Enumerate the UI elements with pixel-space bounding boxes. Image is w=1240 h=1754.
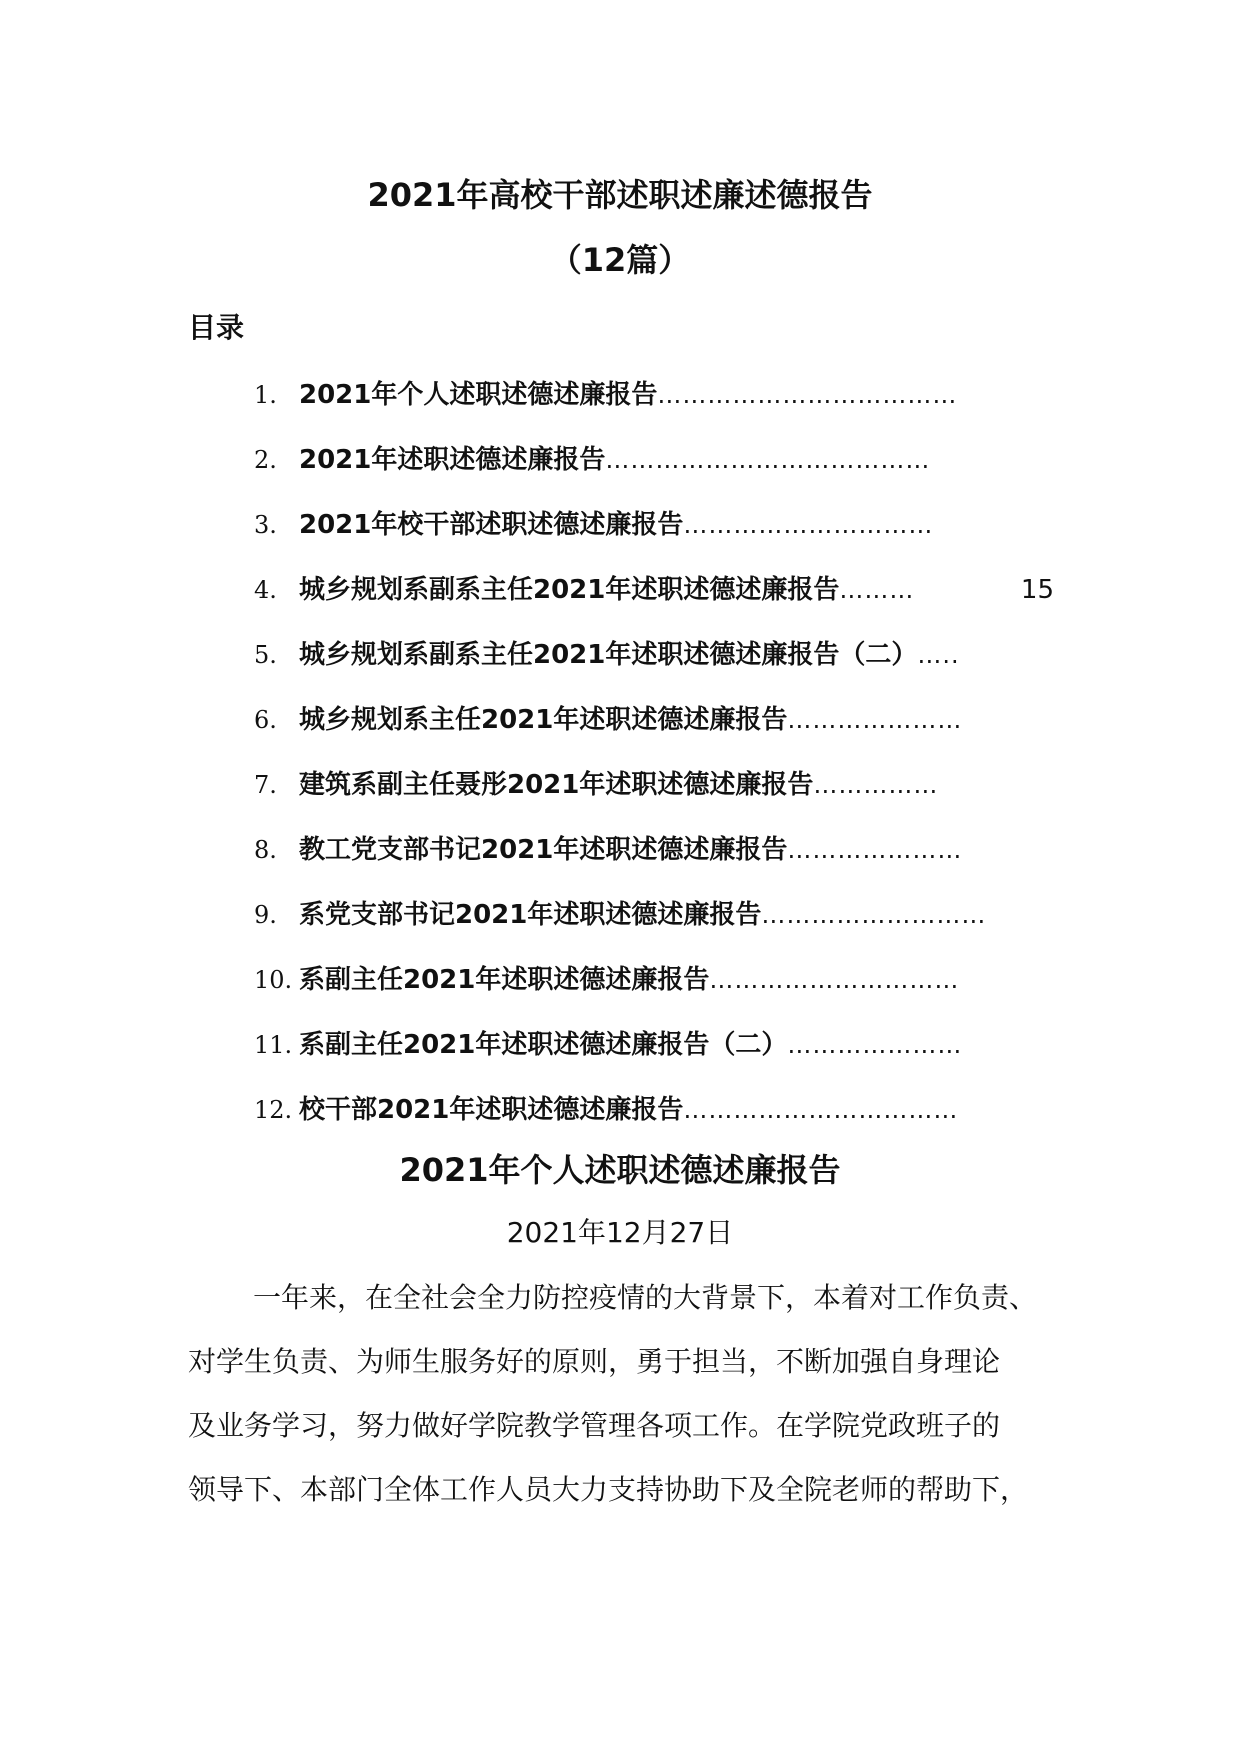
toc-entry-text: 2021年述职述德述廉报告 xyxy=(299,445,606,475)
toc-item-10[interactable] xyxy=(254,960,1054,1025)
body-line: 及业务学习，努力做好学院教学管理各项工作。在学院党政班子的 xyxy=(188,1409,1001,1442)
toc-leader: ……………………… xyxy=(761,901,987,929)
toc-item-4[interactable] xyxy=(254,570,1054,635)
toc-entry-text: 建筑系副主任聂彤2021年述职述德述廉报告 xyxy=(299,770,814,800)
body-line: 对学生负责、为师生服务好的原则，勇于担当，不断加强自身理论 xyxy=(188,1345,1001,1378)
toc-heading: 目录 xyxy=(188,311,245,344)
toc-item-7[interactable] xyxy=(254,765,1054,830)
toc-leader: ………………… xyxy=(787,1031,963,1059)
toc-number: 12. xyxy=(254,1096,293,1124)
toc-leader: ………………… xyxy=(787,706,963,734)
toc-number: 6. xyxy=(254,706,277,734)
body-line: 领导下、本部门全体工作人员大力支持协助下及全院老师的帮助下， xyxy=(188,1473,1029,1506)
document-subtitle: （12篇） xyxy=(549,241,691,279)
toc-item-3[interactable] xyxy=(254,505,1054,570)
toc-item-2[interactable] xyxy=(254,440,1054,505)
toc-entry-text: 校干部2021年述职述德述廉报告 xyxy=(299,1095,684,1125)
toc-leader: …………………………… xyxy=(683,1096,959,1124)
toc-item-9[interactable] xyxy=(254,895,1054,960)
toc-entry-text: 系党支部书记2021年述职述德述廉报告 xyxy=(299,900,762,930)
toc-number: 3. xyxy=(254,511,277,539)
toc-page-number: 15 xyxy=(1020,575,1054,605)
toc-number: 9. xyxy=(254,901,277,929)
toc-entry-text: 城乡规划系副系主任2021年述职述德述廉报告（二） xyxy=(299,640,918,670)
toc-leader: ……………………………… xyxy=(657,381,958,409)
toc-entry-text: 2021年校干部述职述德述廉报告 xyxy=(299,510,684,540)
toc-entry-text: 系副主任2021年述职述德述廉报告 xyxy=(299,965,710,995)
body-line: 一年来，在全社会全力防控疫情的大背景下，本着对工作负责、 xyxy=(253,1281,1038,1314)
toc-number: 5. xyxy=(254,641,277,669)
toc-entry-text: 教工党支部书记2021年述职述德述廉报告 xyxy=(299,835,788,865)
toc-number: 10. xyxy=(254,966,293,994)
toc-leader: ………………………… xyxy=(683,511,934,539)
toc-leader: …………… xyxy=(813,771,939,799)
toc-leader: ….. xyxy=(917,641,960,669)
toc-entry-text: 2021年个人述职述德述廉报告 xyxy=(299,380,658,410)
toc-item-11[interactable] xyxy=(254,1025,1054,1090)
toc-item-8[interactable] xyxy=(254,830,1054,895)
section-title: 2021年个人述职述德述廉报告 xyxy=(399,1151,841,1189)
toc-item-6[interactable] xyxy=(254,700,1054,765)
toc-number: 8. xyxy=(254,836,277,864)
toc-item-5[interactable] xyxy=(254,635,1054,700)
toc-number: 1. xyxy=(254,381,277,409)
toc-item-1[interactable] xyxy=(254,375,1054,440)
toc-number: 2. xyxy=(254,446,277,474)
toc-leader: ………………… xyxy=(787,836,963,864)
toc-leader: ………………………… xyxy=(709,966,960,994)
section-date: 2021年12月27日 xyxy=(506,1216,734,1249)
toc-leader: ………………………………… xyxy=(605,446,931,474)
toc-item-12[interactable] xyxy=(254,1090,1054,1155)
toc-entry-text: 城乡规划系副系主任2021年述职述德述廉报告 xyxy=(299,575,840,605)
toc-number: 11. xyxy=(254,1031,293,1059)
table-of-contents xyxy=(254,375,1054,1155)
body-paragraph xyxy=(188,1278,1058,1534)
toc-leader: ……… xyxy=(839,576,915,604)
document-title: 2021年高校干部述职述廉述德报告 xyxy=(367,176,873,214)
toc-number: 4. xyxy=(254,576,277,604)
toc-entry-text: 系副主任2021年述职述德述廉报告（二） xyxy=(299,1030,788,1060)
toc-entry-text: 城乡规划系主任2021年述职述德述廉报告 xyxy=(299,705,788,735)
toc-number: 7. xyxy=(254,771,277,799)
